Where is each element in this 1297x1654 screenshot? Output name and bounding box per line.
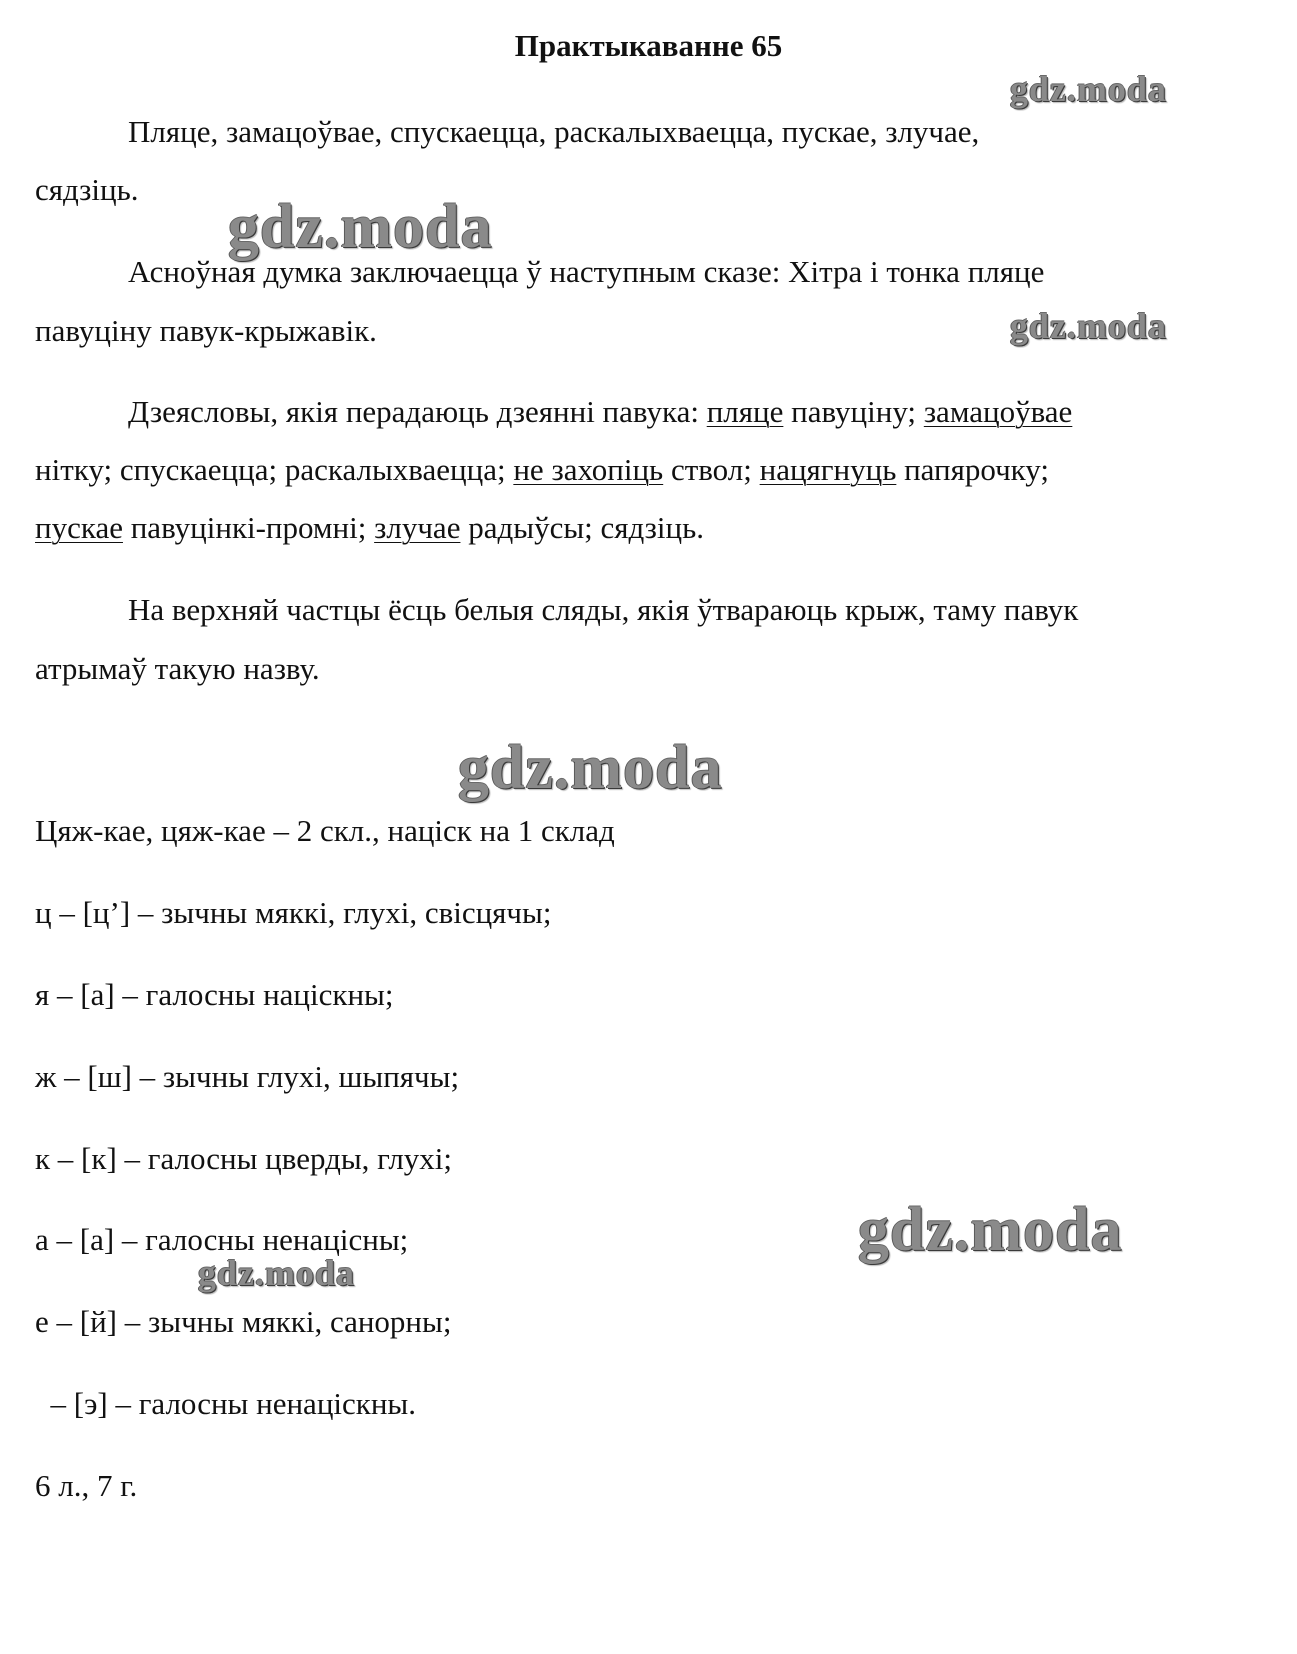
watermark-logo: gdz.moda: [198, 1253, 356, 1293]
paragraph-3-line-2: [35, 452, 1049, 488]
watermark-logo: gdz.moda: [458, 734, 723, 802]
watermark-logo: gdz.moda: [1010, 69, 1168, 109]
letter-line: к – [к] – галосны цверды, глухі;: [35, 1141, 453, 1176]
text-segment: павуціну;: [783, 394, 924, 429]
letter-line: я – [а] – галосны націскны;: [35, 977, 394, 1012]
watermark-logo: gdz.moda: [858, 1196, 1123, 1264]
underlined-verb: не захопіць: [513, 452, 664, 487]
paragraph-4-line-2: атрымаў такую назву.: [35, 651, 320, 686]
underlined-verb: пускае: [35, 510, 123, 545]
paragraph-4-line-1: На верхняй частцы ёсць белыя сляды, якія ўтвараюць крыж, таму павук: [128, 592, 1079, 627]
underlined-verb: замацоўвае: [923, 394, 1073, 429]
text-segment: павуцінкі-промні;: [122, 510, 375, 545]
letter-line: е – [й] – зычны мяккі, санорны;: [35, 1304, 452, 1339]
paragraph-1-line-2: сядзіць.: [35, 172, 139, 207]
paragraph-2-line-1: Асноўная думка заключаецца ў наступным сказе: Хітра і тонка пляце: [128, 254, 1045, 289]
underlined-verb: злучае: [374, 510, 461, 545]
letter-summary: 6 л., 7 г.: [35, 1468, 138, 1503]
letter-line: а – [а] – галосны ненацісны;: [35, 1222, 409, 1257]
text-segment: Дзеясловы, якія перадаюць дзеянні павука:: [128, 394, 707, 429]
watermark-logo: gdz.moda: [1010, 306, 1168, 346]
paragraph-2-line-2: павуціну павук-крыжавік.: [35, 313, 377, 348]
text-segment: папярочку;: [896, 452, 1049, 487]
text-segment: нітку; спускаецца; раскалыхваецца;: [35, 452, 514, 487]
watermark-logo: gdz.moda: [228, 193, 493, 261]
paragraph-3-line-3: [35, 510, 704, 546]
underlined-verb: пляце: [706, 394, 784, 429]
letter-line: ц – [ц’] – зычны мяккі, глухі, свісцячы;: [35, 895, 552, 930]
text-segment: ствол;: [663, 452, 760, 487]
paragraph-1-line-1: Пляце, замацоўвае, спускаецца, раскалыхваецца, пускае, злучае,: [128, 114, 980, 149]
underlined-verb: нацягнуць: [759, 452, 897, 487]
page-title: Практыкаванне 65: [514, 28, 783, 63]
letter-line: ж – [ш] – зычны глухі, шыпячы;: [35, 1059, 460, 1094]
paragraph-3-line-1: [128, 394, 1072, 430]
analysis-header: Цяж-кае, цяж-кае – 2 скл., націск на 1 склад: [35, 813, 615, 848]
letter-line: – [э] – галосны ненацiскны.: [35, 1386, 417, 1421]
text-segment: радыўсы; сядзіць.: [460, 510, 705, 545]
